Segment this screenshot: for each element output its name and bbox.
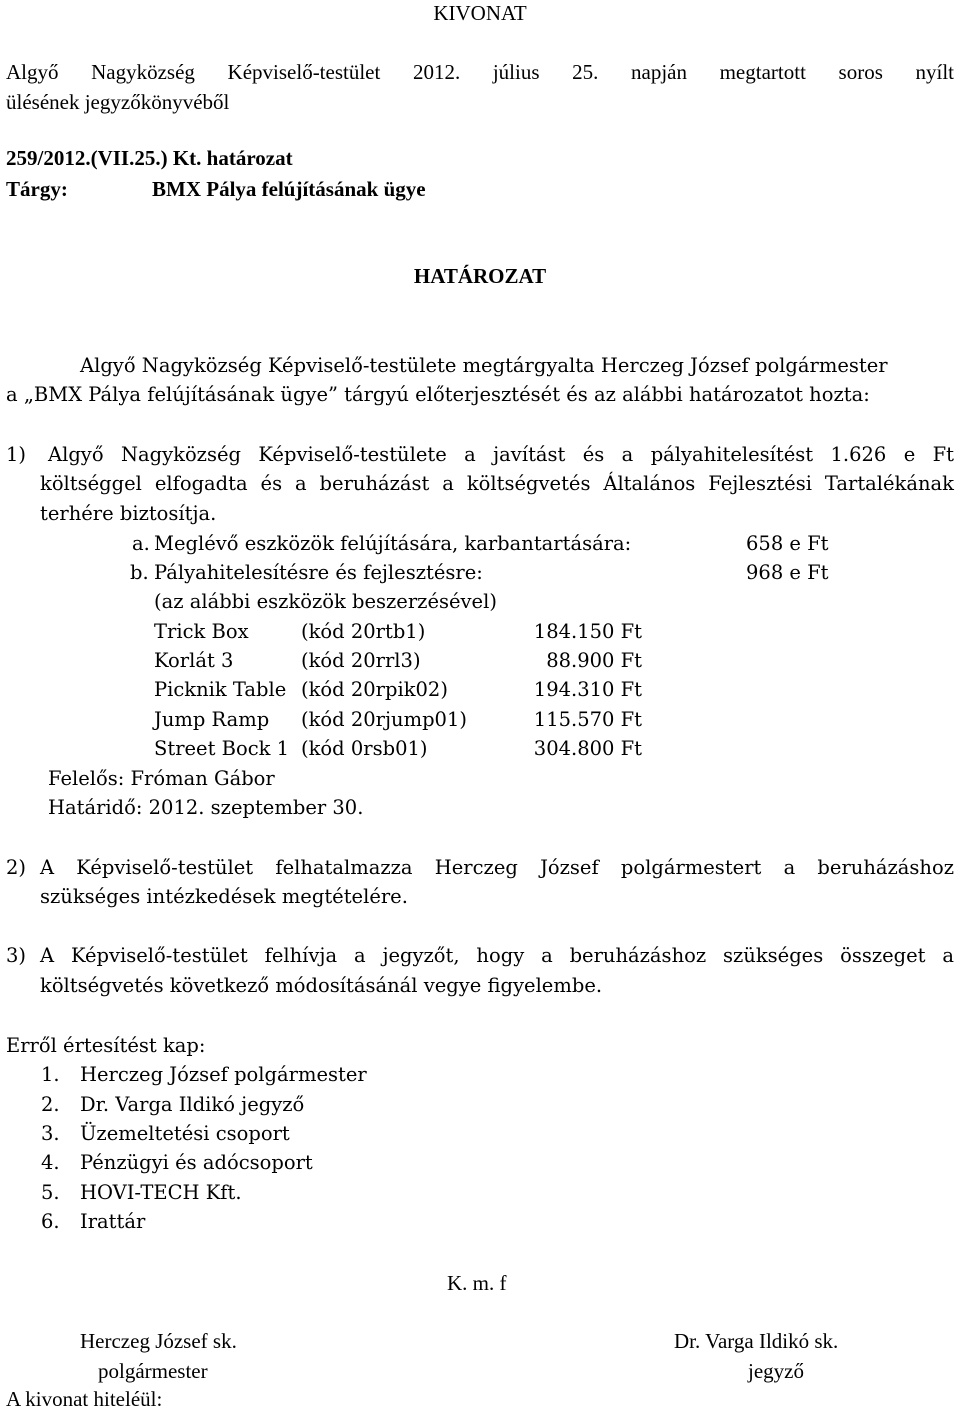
equipment-name: Trick Box <box>154 620 249 643</box>
equipment-price: 184.150 Ft <box>533 620 642 643</box>
certification-label: A kivonat hiteléül: <box>6 1387 163 1411</box>
point-1-line-3: terhére biztosítja. <box>40 502 217 525</box>
point-3-number: 3) <box>6 944 27 967</box>
kivonat-heading: KIVONAT <box>433 1 527 25</box>
item-a-amount: 658 e Ft <box>746 532 829 555</box>
equipment-code: (kód 20rrl3) <box>301 649 421 672</box>
recipient-number: 5. <box>41 1181 60 1204</box>
point-1-line-1: Algyő Nagyközség Képviselő-testülete a javítást és a pályahitelesítést 1.626 e Ft <box>48 443 954 466</box>
equipment-price: 115.570 Ft <box>533 708 642 731</box>
equipment-code: (kód 20rjump01) <box>301 708 467 731</box>
recipient-number: 4. <box>41 1151 60 1174</box>
item-a-text: Meglévő eszközök felújítására, karbantartására: <box>154 532 632 555</box>
point-3-line-2: költségvetés következő módosításánál vegye figyelembe. <box>40 974 603 997</box>
recipient-name: Irattár <box>80 1210 146 1233</box>
right-signatory-name: Dr. Varga Ildikó sk. <box>674 1329 839 1353</box>
point-3-line-1: A Képviselő-testület felhívja a jegyzőt, hogy a beruházáshoz szükséges összeget a <box>40 944 954 967</box>
preamble-line-1: Algyő Nagyközség Képviselő-testülete megtárgyalta Herczeg József polgármester <box>80 354 888 377</box>
recipient-name: Üzemeltetési csoport <box>80 1122 290 1145</box>
responsible: Felelős: Fróman Gábor <box>48 767 275 790</box>
preamble-line-2: a „BMX Pálya felújításának ügye” tárgyú előterjesztését és az alábbi határozatot hozta: <box>6 383 870 406</box>
deadline: Határidő: 2012. szeptember 30. <box>48 796 364 819</box>
intro-line-1: Algyő Nagyközség Képviselő-testület 2012. július 25. napján megtartott soros nyílt <box>6 60 954 84</box>
equipment-price: 194.310 Ft <box>533 678 642 701</box>
item-b-marker: b. <box>130 561 149 584</box>
item-b-amount: 968 e Ft <box>746 561 829 584</box>
notify-heading: Erről értesítést kap: <box>6 1034 206 1057</box>
right-signatory-title: jegyző <box>748 1359 804 1383</box>
recipient-number: 6. <box>41 1210 60 1233</box>
equipment-name: Jump Ramp <box>154 708 270 731</box>
recipient-name: HOVI-TECH Kft. <box>80 1181 242 1204</box>
equipment-price: 88.900 Ft <box>546 649 642 672</box>
intro-line-2: ülésének jegyzőkönyvéből <box>6 90 230 114</box>
recipient-name: Pénzügyi és adócsoport <box>80 1151 313 1174</box>
subject-value: BMX Pálya felújításának ügye <box>152 177 426 201</box>
page-title: HATÁROZAT <box>413 264 547 288</box>
point-1-line-2: költséggel elfogadta és a beruházást a költségvetés Általános Fejlesztési Tartalékának <box>40 472 954 495</box>
equipment-name: Korlát 3 <box>154 649 234 672</box>
point-1-number: 1) <box>6 443 27 466</box>
subject-label: Tárgy: <box>6 177 68 201</box>
recipient-number: 1. <box>41 1063 60 1086</box>
left-signatory-title: polgármester <box>98 1359 208 1383</box>
recipient-number: 3. <box>41 1122 60 1145</box>
kmf-label: K. m. f <box>447 1271 507 1295</box>
equipment-code: (kód 20rpik02) <box>301 678 448 701</box>
equipment-code: (kód 20rtb1) <box>301 620 426 643</box>
equipment-name: Street Bock 1 <box>154 737 290 760</box>
decision-number: 259/2012.(VII.25.) Kt. határozat <box>6 146 293 170</box>
point-2-number: 2) <box>6 856 27 879</box>
equipment-name: Picknik Table <box>154 678 287 701</box>
point-2-line-2: szükséges intézkedések megtételére. <box>40 885 408 908</box>
left-signatory-name: Herczeg József sk. <box>80 1329 237 1353</box>
item-b-text: Pályahitelesítésre és fejlesztésre: <box>154 561 483 584</box>
item-a-marker: a. <box>132 532 150 555</box>
equipment-price: 304.800 Ft <box>533 737 642 760</box>
equipment-code: (kód 0rsb01) <box>301 737 428 760</box>
recipient-name: Herczeg József polgármester <box>80 1063 367 1086</box>
item-b-note: (az alábbi eszközök beszerzésével) <box>154 590 497 613</box>
recipient-name: Dr. Varga Ildikó jegyző <box>80 1093 305 1116</box>
point-2-line-1: A Képviselő-testület felhatalmazza Herczeg József polgármestert a beruházáshoz <box>40 856 954 879</box>
recipient-number: 2. <box>41 1093 60 1116</box>
